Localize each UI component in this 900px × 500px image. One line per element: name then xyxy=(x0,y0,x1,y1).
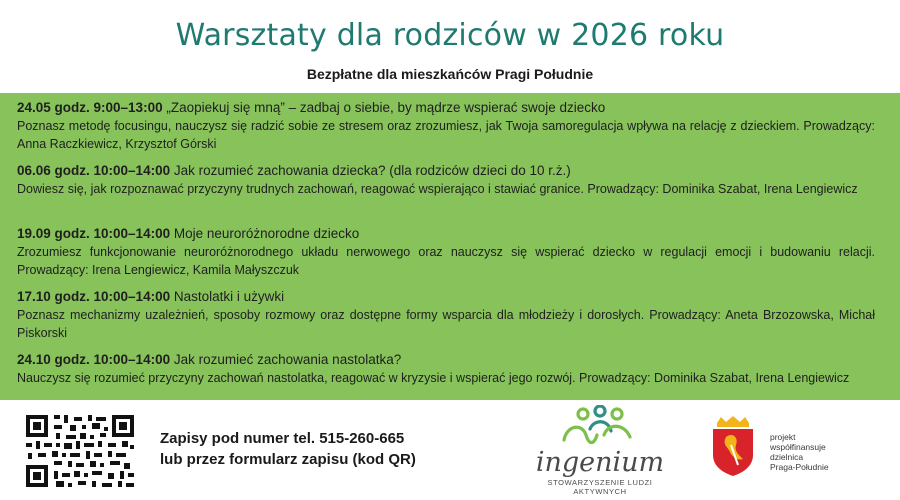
event-item xyxy=(17,224,875,279)
event-date: 19.09 godz. 10:00–14:00 xyxy=(17,226,171,241)
event-description: Poznasz metodę focusingu, nauczysz się radzić sobie ze stresem oraz zrozumiesz, jak Twoja samoregulacja wpływa na relację z dzieckiem. Prowadzący: Anna Raczkiewicz, Krzysztof Górski xyxy=(17,119,875,151)
event-date: 24.05 godz. 9:00–13:00 xyxy=(17,100,163,115)
event-topic: Jak rozumieć zachowania nastolatka? xyxy=(173,352,402,367)
praga-poludnie-crest-icon xyxy=(708,415,758,477)
event-description: Poznasz mechanizmy uzależnień, sposoby rozmowy oraz dostępne formy wsparcia dla młodzieży i dorosłych. Prowadzący: Aneta Brzozowska, Michał Piskorski xyxy=(17,308,875,340)
cofund-line2: współfinansuje xyxy=(770,442,826,452)
signup-contact xyxy=(160,428,416,470)
cofund-line4: Praga-Południe xyxy=(770,462,829,472)
page-title: Warsztaty dla rodziców w 2026 roku xyxy=(175,18,725,53)
event-date: 17.10 godz. 10:00–14:00 xyxy=(17,289,171,304)
event-topic: Nastolatki i używki xyxy=(173,289,285,304)
event-item xyxy=(17,350,875,387)
logo-wordmark: ingenium xyxy=(535,447,665,478)
event-description: Dowiesz się, jak rozpoznawać przyczyny trudnych zachowań, reagować wspierająco i stawiać granice. Prowadzący: Dominika Szabat, Irena Lengiewicz xyxy=(17,182,858,196)
event-description: Zrozumiesz funkcjonowanie neuroróżnorodnego układu nerwowego oraz nauczysz się wspierać dziecko w regulacji emocji i budowaniu relacji. Prowadzący: Irena Lengiewicz, Kamila Małyszczuk xyxy=(17,245,875,277)
event-item xyxy=(17,287,875,342)
qr-code-icon[interactable] xyxy=(24,413,136,489)
event-topic: Moje neuroróżnorodne dziecko xyxy=(173,226,360,241)
logo-tagline-line2: AKTYWNYCH xyxy=(573,487,627,496)
event-date: 24.10 godz. 10:00–14:00 xyxy=(17,352,171,367)
contact-phone-line: Zapisy pod numer tel. 515-260-665 xyxy=(160,430,405,447)
event-date: 06.06 godz. 10:00–14:00 xyxy=(17,163,171,178)
logo-tagline-line1: STOWARZYSZENIE LUDZI xyxy=(547,478,653,487)
contact-qr-line: lub przez formularz zapisu (kod QR) xyxy=(160,451,416,468)
event-item xyxy=(17,161,875,198)
page-subtitle: Bezpłatne dla mieszkańców Pragi Południe xyxy=(306,66,594,82)
event-item xyxy=(17,98,875,153)
logo-tagline xyxy=(515,478,685,496)
events-panel xyxy=(0,93,900,400)
event-topic: Jak rozumieć zachowania dziecka? (dla rodziców dzieci do 10 r.ż.) xyxy=(173,163,571,178)
cofund-line3: dzielnica xyxy=(770,452,804,462)
event-topic: „Zaopiekuj się mną” – zadbaj o siebie, by mądrze wspierać swoje dziecko xyxy=(166,100,606,115)
event-description: Nauczysz się rozumieć przyczyny zachowań nastolatka, reagować w kryzysie i wspierać jego rozwój. Prowadzący: Dominika Szabat, Irena Lengiewicz xyxy=(17,371,850,385)
cofunding-note xyxy=(770,432,829,472)
cofund-line1: projekt xyxy=(770,432,796,442)
